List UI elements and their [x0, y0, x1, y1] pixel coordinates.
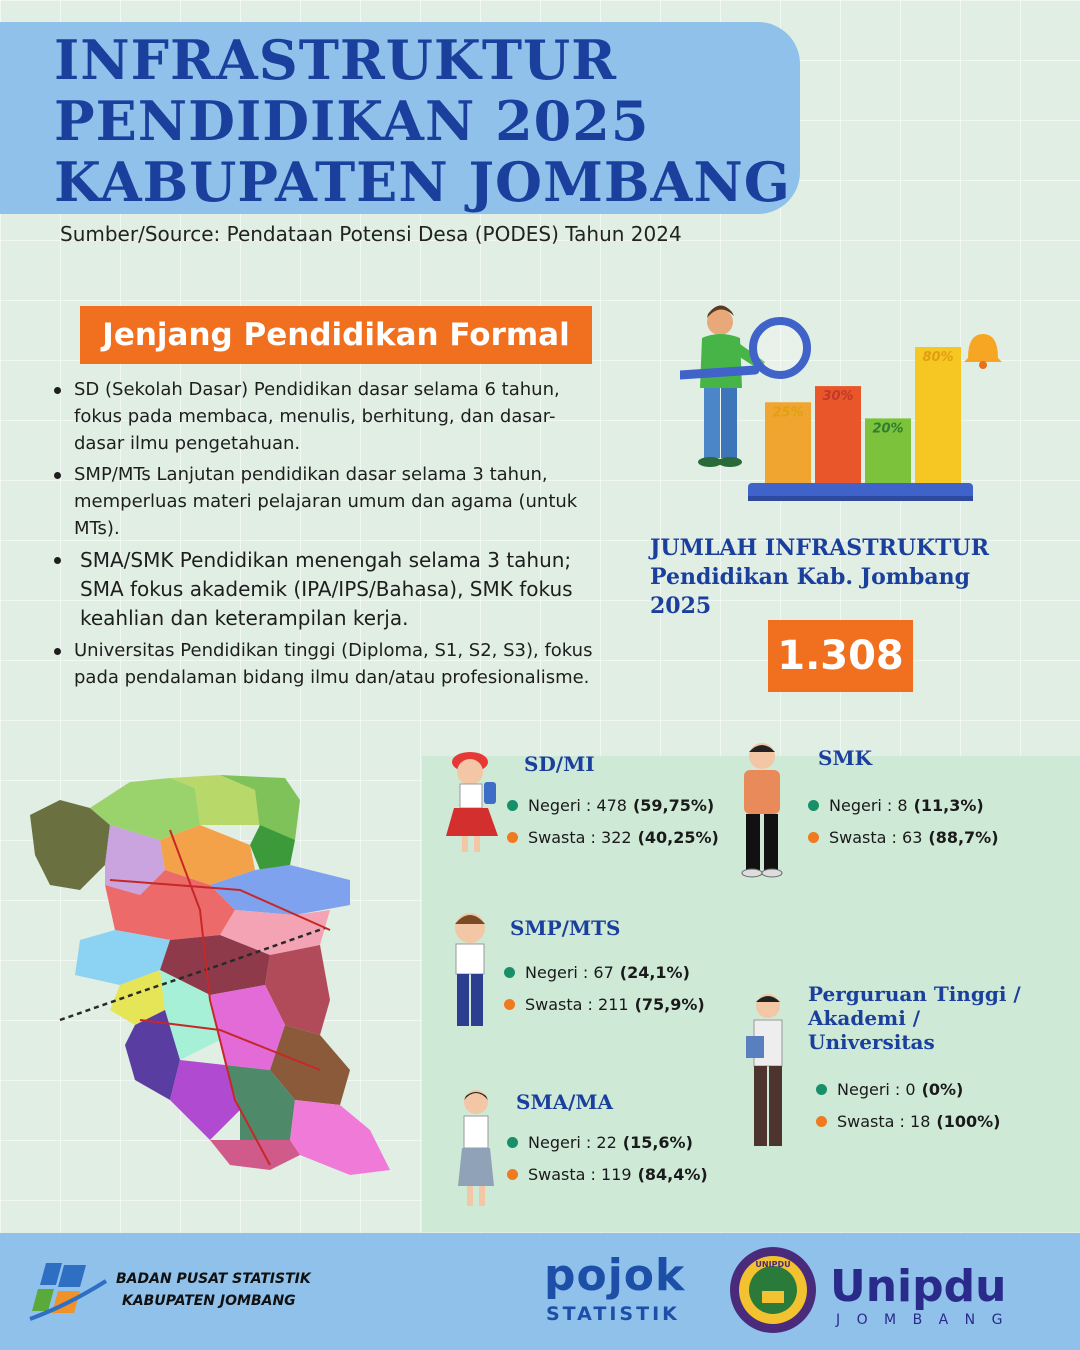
- sma-ma-negeri-pct: (15,6%): [622, 1133, 693, 1152]
- bps-name-line-2: KABUPATEN JOMBANG: [122, 1293, 296, 1309]
- pojok-logo-sub: STATISTIK: [546, 1303, 680, 1325]
- list-item: SD (Sekolah Dasar) Pendidikan dasar selama 6 tahun, fokus pada membaca, menulis, berhitung, dan dasar-dasar ilmu pengetahuan.: [52, 376, 597, 457]
- sma-ma-swasta: Swasta : 119: [528, 1165, 632, 1184]
- student-smp-illustration: [442, 910, 504, 1044]
- title-line-1: INFRASTRUKTUR: [54, 28, 617, 92]
- list-item: Universitas Pendidikan tinggi (Diploma, S1, S2, S3), fokus pada pendalaman bidang ilmu dan/atau profesionalisme.: [52, 637, 597, 691]
- pojok-logo-word: pojok: [544, 1250, 686, 1301]
- negeri-dot: [504, 967, 515, 978]
- negeri-dot: [808, 800, 819, 811]
- illustration-bar: [915, 347, 961, 483]
- smk-negeri-row: [808, 796, 984, 815]
- smp-mts-negeri-pct: (24,1%): [619, 963, 690, 982]
- pt-swasta-pct: (100%): [936, 1112, 1001, 1131]
- smk-negeri-pct: (11,3%): [913, 796, 984, 815]
- education-levels-list: [52, 376, 597, 695]
- sd-mi-swasta: Swasta : 322: [528, 828, 632, 847]
- unipdu-seal-icon: [728, 1245, 818, 1335]
- smp-mts-title: SMP/MTS: [510, 916, 621, 940]
- pt-title-line-3: Universitas: [808, 1030, 935, 1054]
- sma-ma-negeri-row: [507, 1133, 693, 1152]
- sma-ma-negeri: Negeri : 22: [528, 1133, 617, 1152]
- negeri-dot: [816, 1084, 827, 1095]
- total-title-line-3: 2025: [650, 593, 712, 619]
- footer: [0, 1233, 1080, 1350]
- pt-swasta: Swasta : 18: [837, 1112, 931, 1131]
- student-university-illustration: [740, 992, 800, 1162]
- student-smk-illustration: [730, 740, 800, 886]
- smk-swasta: Swasta : 63: [829, 828, 923, 847]
- sma-ma-swasta-row: [507, 1165, 708, 1184]
- list-item: SMP/MTs Lanjutan pendidikan dasar selama 3 tahun, memperluas materi pelajaran umum dan agama (untuk MTs).: [52, 461, 597, 542]
- illustration-bar-label: 20%: [872, 421, 904, 437]
- pt-title-line-1: Perguruan Tinggi /: [808, 982, 1021, 1006]
- sma-ma-swasta-pct: (84,4%): [637, 1165, 708, 1184]
- smp-mts-swasta: Swasta : 211: [525, 995, 629, 1014]
- sd-mi-negeri-pct: (59,75%): [632, 796, 715, 815]
- bps-logo-icon: [28, 1259, 108, 1325]
- pt-negeri-row: [816, 1080, 963, 1099]
- bps-name-line-1: BADAN PUSAT STATISTIK: [116, 1271, 311, 1287]
- smp-mts-negeri: Negeri : 67: [525, 963, 614, 982]
- pt-negeri: Negeri : 0: [837, 1080, 916, 1099]
- negeri-dot: [507, 800, 518, 811]
- jenjang-heading: Jenjang Pendidikan Formal: [80, 306, 592, 364]
- pt-negeri-pct: (0%): [921, 1080, 964, 1099]
- source-text: Sumber/Source: Pendataan Potensi Desa (PODES) Tahun 2024: [60, 222, 682, 246]
- pt-title: [808, 982, 1021, 1054]
- bar-chart-illustration: [680, 300, 1010, 515]
- sd-mi-title: SD/MI: [524, 752, 595, 776]
- smk-title: SMK: [818, 746, 872, 770]
- swasta-dot: [808, 832, 819, 843]
- list-item: SMA/SMK Pendidikan menengah selama 3 tahun; SMA fokus akademik (IPA/IPS/Bahasa), SMK fokus keahlian dan keterampilan kerja.: [52, 546, 597, 633]
- sd-mi-negeri-row: [507, 796, 714, 815]
- negeri-dot: [507, 1137, 518, 1148]
- swasta-dot: [504, 999, 515, 1010]
- illustration-bar-label: 25%: [772, 405, 804, 421]
- total-value: 1.308: [768, 620, 913, 692]
- title-line-3: KABUPATEN JOMBANG: [54, 150, 791, 214]
- title-banner: [0, 22, 800, 214]
- smk-swasta-pct: (88,7%): [928, 828, 999, 847]
- smp-mts-negeri-row: [504, 963, 690, 982]
- smk-negeri: Negeri : 8: [829, 796, 908, 815]
- total-title: [650, 534, 1030, 621]
- total-title-line-1: JUMLAH INFRASTRUKTUR: [650, 535, 989, 561]
- district-map: [20, 770, 405, 1180]
- student-sma-illustration: [450, 1088, 506, 1220]
- smk-swasta-row: [808, 828, 999, 847]
- illustration-bar-label: 30%: [822, 389, 854, 405]
- sd-mi-negeri: Negeri : 478: [528, 796, 627, 815]
- swasta-dot: [507, 1169, 518, 1180]
- pt-swasta-row: [816, 1112, 1000, 1131]
- pt-title-line-2: Akademi /: [808, 1006, 921, 1030]
- total-title-line-2: Pendidikan Kab. Jombang: [650, 564, 971, 590]
- unipdu-logo-word: Unipdu: [830, 1261, 1007, 1312]
- sd-mi-swasta-pct: (40,25%): [637, 828, 719, 847]
- illustration-bar-label: 80%: [922, 350, 954, 365]
- unipdu-logo-sub: J O M B A N G: [836, 1312, 1009, 1328]
- sd-mi-swasta-row: [507, 828, 719, 847]
- student-sd-illustration: [440, 748, 504, 862]
- sma-ma-title: SMA/MA: [516, 1090, 614, 1114]
- bell-icon: [964, 334, 1002, 369]
- smp-mts-swasta-pct: (75,9%): [634, 995, 705, 1014]
- title-line-2: PENDIDIKAN 2025: [54, 89, 650, 153]
- swasta-dot: [507, 832, 518, 843]
- seal-text: UNIPDU: [755, 1260, 791, 1269]
- swasta-dot: [816, 1116, 827, 1127]
- smp-mts-swasta-row: [504, 995, 705, 1014]
- person-illustration: [698, 305, 765, 467]
- stats-panel: [422, 746, 1080, 1232]
